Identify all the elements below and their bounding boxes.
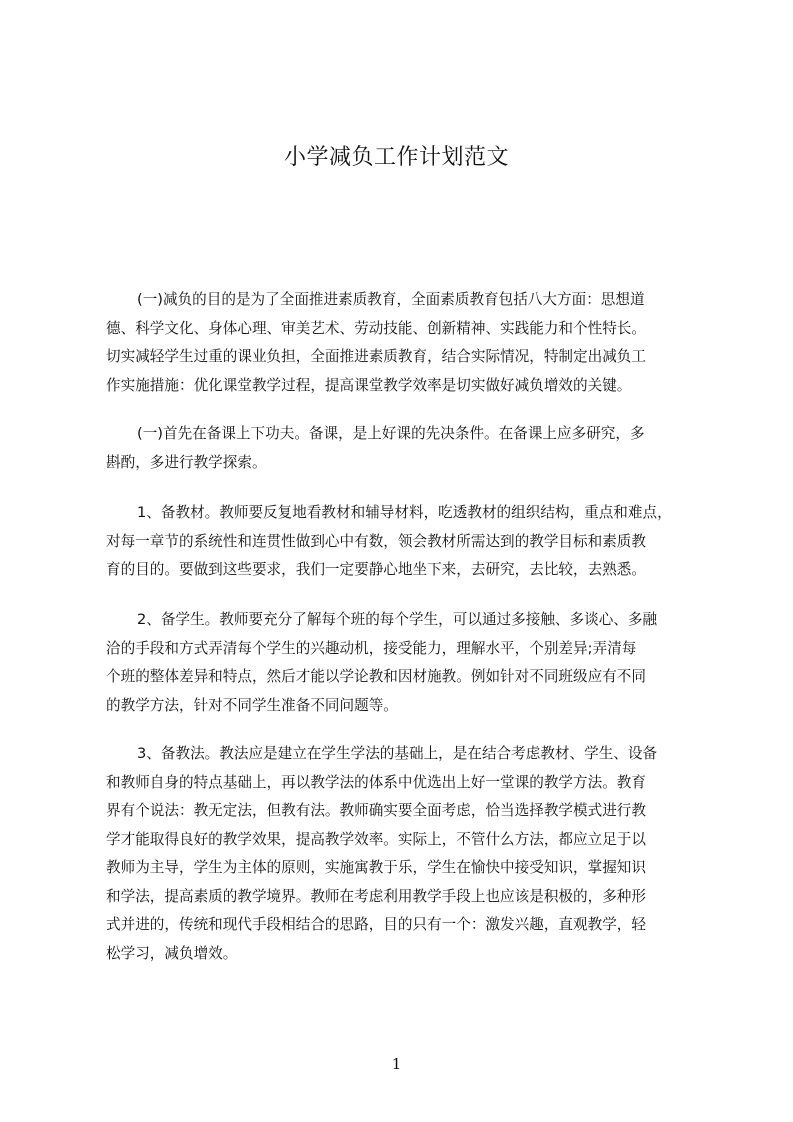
paragraph-line: 式并进的，传统和现代手段相结合的思路，目的只有一个：激发兴趣，直观教学，轻 xyxy=(106,916,646,933)
document-title: 小学减负工作计划范文 xyxy=(283,145,509,170)
paragraph-line: 个班的整体差异和特点，然后才能以学论教和因材施教。例如针对不同班级应有不同 xyxy=(106,668,646,685)
paragraph-2 xyxy=(106,420,706,477)
paragraph-line: 洽的手段和方式弄清每个学生的兴趣动机，接受能力，理解水平，个别差异;弄清每 xyxy=(106,639,637,657)
paragraph-line: 育的目的。要做到这些要求，我们一定要静心地坐下来，去研究，去比较，去熟悉。 xyxy=(106,561,646,578)
paragraph-line: 的教学方法，针对不同学生准备不同问题等。 xyxy=(106,696,398,714)
paragraph-line: 切实减轻学生过重的课业负担，全面推进素质教育，结合实际情况，特制定出减负工 xyxy=(106,348,646,365)
paragraph-1 xyxy=(106,286,706,400)
paragraph-line: (一)减负的目的是为了全面推进素质教育，全面素质教育包括八大方面：思想道 xyxy=(137,291,645,308)
paragraph-5 xyxy=(106,740,706,968)
paragraph-line: 对每一章节的系统性和连贯性做到心中有数，领会教材所需达到的教学目标和素质教 xyxy=(106,532,646,550)
page-number: 1 xyxy=(391,1055,402,1073)
paragraph-line: 斟酌，多进行教学探索。 xyxy=(106,453,267,471)
paragraph-line: (一)首先在备课上下功夫。备课，是上好课的先决条件。在备课上应多研究，多 xyxy=(137,425,645,442)
paragraph-line: 2、备学生。教师要充分了解每个班的每个学生，可以通过多接触、多谈心、多融 xyxy=(137,611,658,628)
paragraph-3 xyxy=(106,499,706,585)
paragraph-line: 和学法，提高素质的教学境界。教师在考虑利用教学手段上也应该是积极的，多种形 xyxy=(106,887,646,905)
paragraph-line: 松学习，减负增效。 xyxy=(106,944,238,962)
paragraph-line: 德、科学文化、身体心理、审美艺术、劳动技能、创新精神、实践能力和个性特长。 xyxy=(106,319,646,337)
paragraph-line: 作实施措施：优化课堂教学过程，提高课堂教学效率是切实做好减负增效的关键。 xyxy=(106,376,632,394)
paragraph-line: 1、备教材。教师要反复地看教材和辅导材料，吃透教材的组织结构，重点和难点， xyxy=(137,504,672,521)
paragraph-4 xyxy=(106,606,706,720)
paragraph-line: 界有个说法：教无定法，但教有法。教师确实要全面考虑，恰当选择教学模式进行教 xyxy=(106,802,646,819)
paragraph-line: 3、备教法。教法应是建立在学生学法的基础上，是在结合考虑教材、学生、设备 xyxy=(137,745,658,762)
paragraph-line: 教师为主导，学生为主体的原则，实施寓教于乐，学生在愉快中接受知识，掌握知识 xyxy=(106,859,646,876)
paragraph-line: 学才能取得良好的教学效果，提高教学效率。实际上，不管什么方法，都应立足于以 xyxy=(106,830,646,848)
paragraph-line: 和教师自身的特点基础上，再以教学法的体系中优选出上好一堂课的教学方法。教育 xyxy=(106,773,646,791)
